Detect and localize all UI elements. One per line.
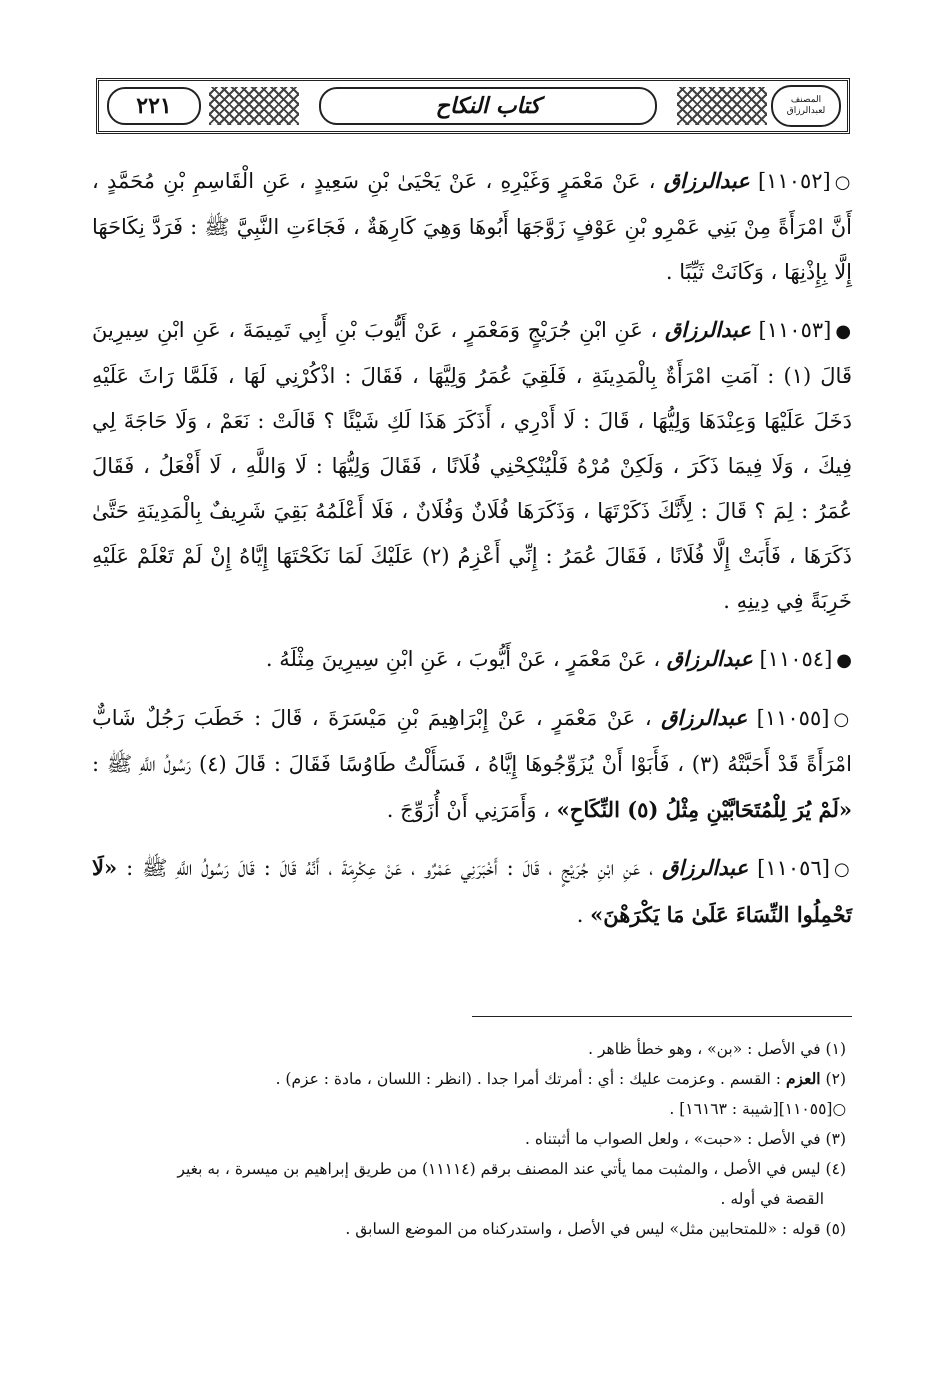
- hadith-text: ، عَنْ مَعْمَرٍ وَغَيْرِهِ ، عَنْ يَحْيَىٰ بْنِ سَعِيدٍ ، عَنِ الْقَاسِمِ بْنِ مُحَمَّدٍ ، أَنَّ امْرَأَةً مِنْ بَنِي عَمْرِو بْنِ عَوْفٍ زَوَّجَهَا أَبُوهَا وَهِيَ كَارِهَةٌ ، فَجَاءَتِ النَّبِيَّ ﷺ : فَرَدَّ نِكَاحَهَا إِلَّا بِإِذْنِهَا ، وَكَانَتْ ثَيِّبًا .: [92, 169, 852, 284]
- hadith-number: [١١٠٥٦]: [757, 856, 830, 880]
- hadith-text: ، عَنِ ابْنِ جُرَيْجٍ وَمَعْمَرٍ ، عَنْ أَيُّوبَ بْنِ أَبِي تَمِيمَةَ ، عَنِ ابْنِ سِيرِينَ قَالَ (١) : آمَتِ امْرَأَةٌ بِالْمَدِينَةِ ، فَلَقِيَ عُمَرُ وَلِيَّهَا ، فَقَالَ : اذْكُرْنِي لَهَا ، فَلَمَّا رَاثَ عَلَيْهِ دَخَلَ عَلَيْهَا وَعِنْدَهَا وَلِيُّهَا ، قَالَ : لَا أَدْرِي ، أَذَكَرَ هَذَا لَكِ شَيْئًا ؟ قَالَتْ : نَعَمْ ، وَلَا حَاجَةَ لِي فِيكَ ، وَلَا فِيمَا ذَكَرَ ، وَلَكِنْ مُرْهُ فَلْيُنْكِحْنِي فُلَانًا ، فَقَالَ وَلِيُّهَا : لَا وَاللَّهِ ، لَا أَفْعَلُ ، فَقَالَ عُمَرُ : لِمَ ؟ قَالَ : لِأَنَّكَ ذَكَرْتَهَا ، وَذَكَرَهَا فُلَانٌ وَفُلَانٌ ، فَلَا أَعْلَمُهُ بَقِيَ شَرِيفٌ بِالْمَدِينَةِ حَتَّىٰ ذَكَرَهَا ، فَأَبَتْ إِلَّا فُلَانًا ، فَقَالَ عُمَرُ : إِنِّي أَعْزِمُ (٢) عَلَيْكَ لَمَا نَكَحْتَهَا إِيَّاهُ إِنْ لَمْ تَعْلَمْ عَلَيْهِ خَرِبَةً فِي دِينِهِ .: [92, 318, 852, 613]
- footnotes: [92, 1034, 852, 1244]
- hadith-author: عبدالرزاق: [661, 705, 748, 730]
- hadith-text-after: ، وَأَمَرَنِي أَنْ أُزَوِّجَ .: [386, 798, 550, 822]
- hadith-number: [١١٠٥٢]: [757, 169, 831, 193]
- prophetic-quote: «لَا تَحْمِلُوا النِّسَاءَ عَلَىٰ مَا يَكْرَهْنَ»: [92, 855, 852, 927]
- footnote-number: (١): [825, 1040, 846, 1058]
- hadith-marker: ○: [833, 709, 852, 730]
- footnote-separator: [472, 1016, 852, 1017]
- hadith-paragraph: [92, 307, 852, 624]
- footnote-text: القصة في أوله .: [720, 1190, 824, 1208]
- footnote-number: (٣): [825, 1130, 846, 1148]
- hadith-marker: ○: [833, 859, 852, 880]
- footnote-text: قوله : «للمتحابين مثل» ليس في الأصل ، واستدركناه من الموضع السابق .: [345, 1220, 821, 1238]
- footnote: [92, 1064, 852, 1094]
- footnote-text: في الأصل : «حبت» ، ولعل الصواب ما أثبتناه .: [524, 1130, 821, 1148]
- hadith-author: عبدالرزاق: [663, 168, 750, 193]
- seal-line-2: لعبدالرزاق: [786, 106, 826, 116]
- hadith-author: عبدالرزاق: [664, 317, 751, 342]
- prophetic-quote: «لَمْ يُرَ لِلْمُتَحَابَّيْنِ مِثْلُ (٥) النِّكَاحِ»: [556, 797, 852, 822]
- hadith-number: [١١٠٥٣]: [758, 318, 832, 342]
- footnote-text: ليس في الأصل ، والمثبت مما يأتي عند المصنف برقم (١١١١٤) من طريق إبراهيم بن ميسرة ، به بغير: [177, 1160, 821, 1178]
- hadith-marker: ●: [836, 650, 852, 671]
- footnote-number: (٢): [825, 1070, 846, 1088]
- footnote: [92, 1214, 852, 1244]
- hadith-author: عبدالرزاق: [662, 855, 749, 880]
- footnote-number: (٤): [825, 1160, 846, 1178]
- footnote-text: : القسم . وعزمت عليك : أي : أمرتك أمرا جدا . (انظر : اللسان ، مادة : عزم) .: [275, 1070, 782, 1088]
- hadith-text: ، عَنْ مَعْمَرٍ ، عَنْ إِبْرَاهِيمَ بْنِ مَيْسَرَةَ ، قَالَ : خَطَبَ رَجُلٌ شَابٌّ امْرَأَةً قَدْ أَحَبَّتْهُ (٣) ، فَأَبَوْا أَنْ يُزَوِّجُوهَا إِيَّاهُ ، فَسَأَلْتُ طَاوُسًا فَقَالَ : قَالَ (٤) رَسُولُ اللَّهِ ﷺ :: [92, 706, 852, 776]
- footnote: [92, 1124, 852, 1154]
- running-header: [96, 78, 850, 134]
- main-text: [92, 158, 852, 950]
- footnote-continuation: [92, 1184, 852, 1214]
- hadith-paragraph: [92, 695, 852, 833]
- hadith-author: عبدالرزاق: [666, 646, 753, 671]
- footnote-number: ○[١١٠٥٥]: [778, 1100, 846, 1118]
- footnote-text: في الأصل : «بن» ، وهو خطأ ظاهر .: [588, 1040, 821, 1058]
- hadith-paragraph: [92, 158, 852, 295]
- footnote: [92, 1154, 852, 1184]
- hadith-paragraph: [92, 845, 852, 938]
- footnote-term: العزم: [785, 1069, 821, 1088]
- hadith-marker: ○: [834, 172, 852, 193]
- hadith-marker: ●: [835, 321, 852, 342]
- book-seal: [771, 85, 841, 127]
- footnote: [92, 1034, 852, 1064]
- hadith-text-after: .: [576, 903, 584, 927]
- seal-line-1: المصنف: [790, 95, 822, 105]
- footnote-number: (٥): [825, 1220, 846, 1238]
- hadith-number: [١١٠٥٤]: [759, 647, 833, 671]
- page-number: ٢٢١: [107, 87, 201, 125]
- ornament-right: [677, 87, 767, 125]
- hadith-text: ، عَنِ ابْنِ جُرَيْجٍ ، قَالَ : أَخْبَرَنِي عَمْرٌو ، عَنْ عِكْرِمَةَ ، أَنَّهُ قَالَ : قَالَ رَسُولُ اللَّهِ ﷺ :: [126, 856, 654, 880]
- footnote: [92, 1094, 852, 1124]
- hadith-paragraph: [92, 636, 852, 683]
- chapter-title: كتاب النكاح: [319, 87, 657, 125]
- ornament-left: [209, 87, 299, 125]
- hadith-text: ، عَنْ مَعْمَرٍ ، عَنْ أَيُّوبَ ، عَنِ ابْنِ سِيرِينَ مِثْلَهُ .: [265, 647, 661, 671]
- hadith-number: [١١٠٥٥]: [756, 706, 830, 730]
- footnote-text: [شيبة : ١٦١٦٣] .: [669, 1100, 779, 1118]
